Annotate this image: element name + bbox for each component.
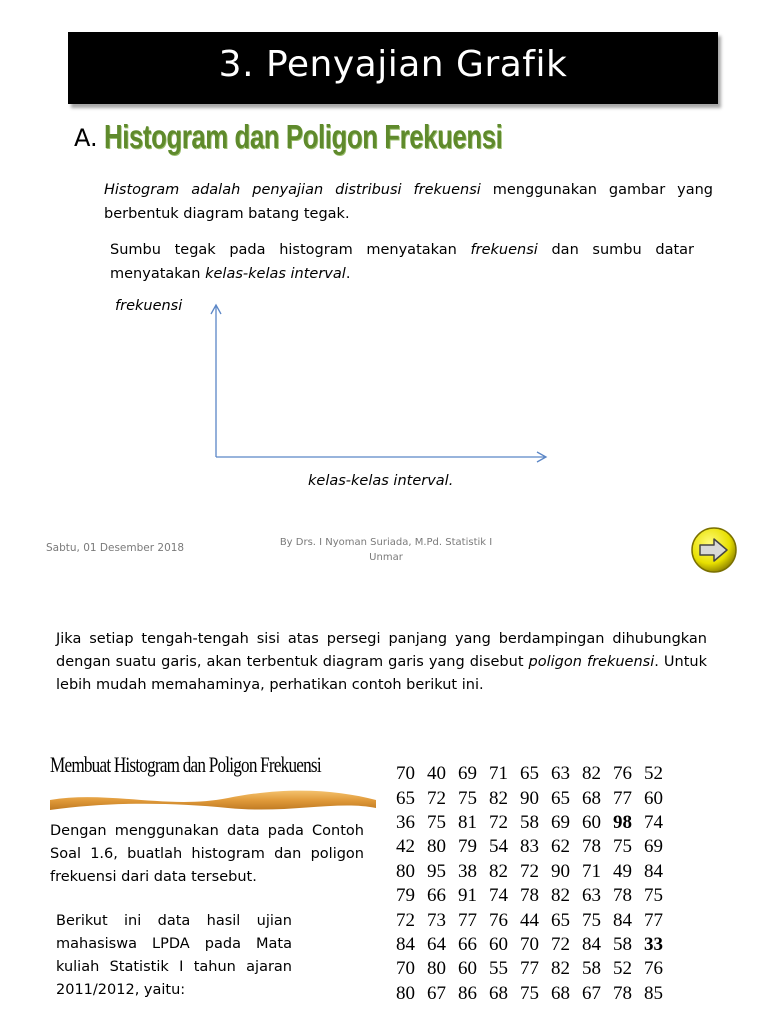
table-cell: 79 — [396, 885, 415, 907]
table-row — [396, 811, 675, 835]
table-cell: 73 — [427, 909, 446, 931]
table-cell: 36 — [396, 811, 415, 833]
footer-author — [268, 535, 504, 565]
table-cell: 75 — [520, 982, 539, 1004]
table-cell: 90 — [551, 860, 570, 882]
table-cell: 68 — [489, 982, 508, 1004]
table-cell: 60 — [644, 787, 663, 809]
table-cell: 63 — [551, 763, 570, 785]
table-cell: 78 — [520, 885, 539, 907]
table-cell: 98 — [613, 811, 632, 833]
table-cell: 90 — [520, 787, 539, 809]
data-intro: Berikut ini data hasil ujian mahasiswa LPDA pada Mata kuliah Statistik I tahun ajaran 2011/2012, yaitu: — [56, 913, 292, 998]
table-cell: 65 — [551, 787, 570, 809]
table-cell: 95 — [427, 860, 446, 882]
table-cell: 79 — [458, 836, 477, 858]
table-cell: 80 — [396, 982, 415, 1004]
table-cell: 77 — [644, 909, 663, 931]
table-cell: 72 — [489, 811, 508, 833]
table-cell: 75 — [427, 811, 446, 833]
table-row — [396, 884, 675, 908]
axis-description: Sumbu tegak pada histogram menyatakan frekuensi dan sumbu datar menyatakan kelas-kelas interval. — [110, 242, 694, 282]
table-cell: 69 — [644, 836, 663, 858]
section-prefix: A. — [74, 124, 98, 152]
table-cell: 70 — [396, 958, 415, 980]
footer-author-line2: Unmar — [369, 552, 403, 563]
table-cell: 76 — [489, 909, 508, 931]
table-cell: 66 — [458, 933, 477, 955]
table-cell: 33 — [644, 933, 663, 955]
table-cell: 52 — [613, 958, 632, 980]
table-cell: 84 — [396, 933, 415, 955]
table-cell: 66 — [427, 885, 446, 907]
table-cell: 69 — [551, 811, 570, 833]
table-cell: 68 — [582, 787, 601, 809]
table-cell: 60 — [489, 933, 508, 955]
table-cell: 80 — [396, 860, 415, 882]
table-cell: 75 — [644, 885, 663, 907]
table-cell: 82 — [551, 885, 570, 907]
table-cell: 54 — [489, 836, 508, 858]
table-row — [396, 982, 675, 1006]
brush-stroke-divider — [48, 784, 378, 814]
table-row — [396, 835, 675, 859]
table-cell: 67 — [582, 982, 601, 1004]
table-row — [396, 762, 675, 786]
table-cell: 77 — [458, 909, 477, 931]
table-cell: 80 — [427, 958, 446, 980]
table-cell: 70 — [520, 933, 539, 955]
example-title: Membuat Histogram dan Poligon Frekuensi — [50, 752, 321, 777]
table-cell: 72 — [520, 860, 539, 882]
table-cell: 60 — [458, 958, 477, 980]
next-slide-button[interactable] — [690, 526, 738, 574]
table-cell: 74 — [489, 885, 508, 907]
table-cell: 44 — [520, 909, 539, 931]
table-cell: 65 — [520, 763, 539, 785]
table-cell: 65 — [551, 909, 570, 931]
x-axis-label: kelas-kelas interval. — [308, 473, 454, 489]
table-cell: 77 — [520, 958, 539, 980]
table-row — [396, 860, 675, 884]
table-cell: 78 — [613, 885, 632, 907]
table-cell: 64 — [427, 933, 446, 955]
table-row — [396, 957, 675, 981]
y-axis-label: frekuensi — [115, 298, 183, 314]
table-row — [396, 933, 675, 957]
table-cell: 72 — [427, 787, 446, 809]
table-cell: 86 — [458, 982, 477, 1004]
table-cell: 80 — [427, 836, 446, 858]
table-cell: 68 — [551, 982, 570, 1004]
table-cell: 72 — [551, 933, 570, 955]
table-cell: 42 — [396, 836, 415, 858]
table-cell: 65 — [396, 787, 415, 809]
table-cell: 67 — [427, 982, 446, 1004]
table-cell: 83 — [520, 836, 539, 858]
table-cell: 62 — [551, 836, 570, 858]
table-cell: 72 — [396, 909, 415, 931]
table-cell: 49 — [613, 860, 632, 882]
table-cell: 69 — [458, 763, 477, 785]
table-cell: 76 — [613, 763, 632, 785]
table-cell: 81 — [458, 811, 477, 833]
section-title: Histogram dan Poligon Frekuensi — [104, 118, 503, 155]
table-cell: 74 — [644, 811, 663, 833]
table-cell: 38 — [458, 860, 477, 882]
table-cell: 71 — [582, 860, 601, 882]
table-cell: 76 — [644, 958, 663, 980]
exam-score-table — [396, 762, 675, 1006]
table-cell: 40 — [427, 763, 446, 785]
slide-title: 3. Penyajian Grafik — [218, 44, 568, 85]
table-cell: 78 — [613, 982, 632, 1004]
table-cell: 58 — [520, 811, 539, 833]
table-cell: 58 — [613, 933, 632, 955]
footer-author-line1: By Drs. I Nyoman Suriada, M.Pd. Statistik I — [279, 537, 493, 548]
table-cell: 84 — [644, 860, 663, 882]
table-cell: 70 — [396, 763, 415, 785]
table-cell: 85 — [644, 982, 663, 1004]
histogram-definition: Histogram adalah penyajian distribusi frekuensi menggunakan gambar yang berbentuk diagram batang tegak. — [104, 182, 713, 222]
table-cell: 60 — [582, 811, 601, 833]
table-cell: 52 — [644, 763, 663, 785]
table-cell: 78 — [582, 836, 601, 858]
table-row — [396, 786, 675, 810]
table-cell: 84 — [613, 909, 632, 931]
table-cell: 55 — [489, 958, 508, 980]
table-cell: 77 — [613, 787, 632, 809]
histogram-axes — [200, 300, 560, 470]
table-cell: 82 — [489, 787, 508, 809]
table-cell: 75 — [458, 787, 477, 809]
table-cell: 63 — [582, 885, 601, 907]
table-cell: 75 — [613, 836, 632, 858]
example-instruction: Dengan menggunakan data pada Contoh Soal 1.6, buatlah histogram dan poligon frekuensi dari data tersebut. — [50, 823, 364, 885]
table-cell: 82 — [582, 763, 601, 785]
table-cell: 91 — [458, 885, 477, 907]
table-cell: 84 — [582, 933, 601, 955]
table-cell: 71 — [489, 763, 508, 785]
table-cell: 75 — [582, 909, 601, 931]
table-cell: 82 — [489, 860, 508, 882]
polygon-explanation: Jika setiap tengah-tengah sisi atas persegi panjang yang berdampingan dihubungkan dengan suatu garis, akan terbentuk diagram garis yang disebut poligon frekuensi. Untuk lebih mudah memahaminya, perhatikan contoh berikut ini. — [56, 631, 707, 693]
table-cell: 58 — [582, 958, 601, 980]
table-row — [396, 908, 675, 932]
table-cell: 82 — [551, 958, 570, 980]
footer-date: Sabtu, 01 Desember 2018 — [46, 542, 185, 554]
